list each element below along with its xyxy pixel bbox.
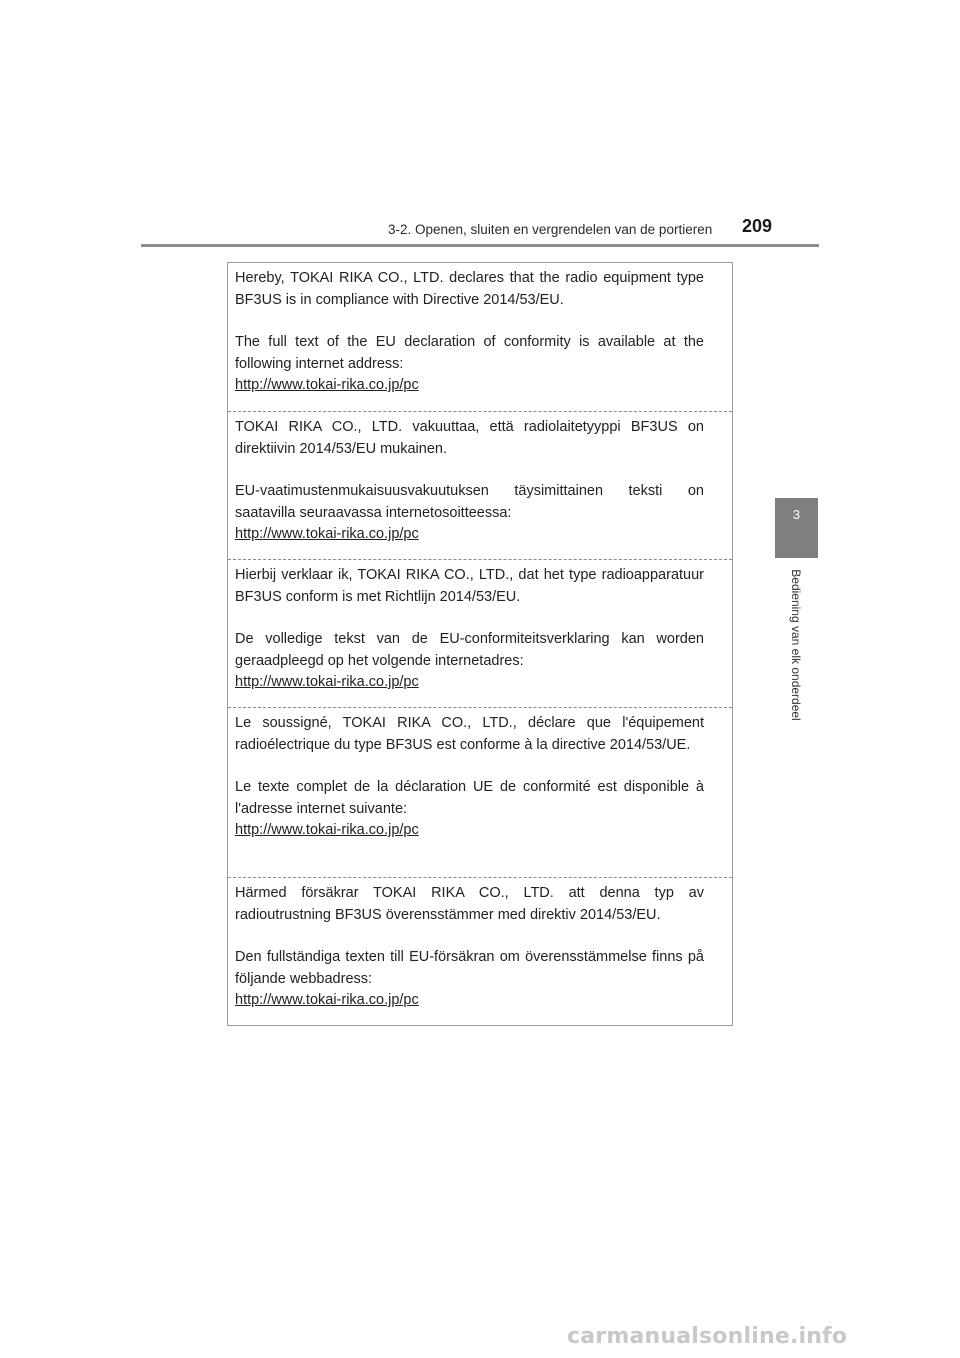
declaration-text: Hereby, TOKAI RIKA CO., LTD. declares that the radio equipment type BF3US is in compliance with Directive 2014/53/EU. [235, 270, 704, 308]
chapter-tab [775, 498, 818, 558]
declaration-availability-text: EU-vaatimustenmukaisuusvakuutuksen täysimittainen teksti on saatavilla seuraavassa internetosoitteessa: [235, 483, 704, 521]
declaration-url-link[interactable]: http://www.tokai-rika.co.jp/pc [235, 822, 419, 838]
declaration-text: TOKAI RIKA CO., LTD. vakuuttaa, että radiolaitetyyppi BF3US on direktiivin 2014/53/EU mukainen. [235, 419, 704, 457]
chapter-side-label: Bediening van elk onderdeel [789, 569, 803, 721]
declaration-text: Härmed försäkrar TOKAI RIKA CO., LTD. att denna typ av radioutrustning BF3US överensstämmer med direktiv 2014/53/EU. [235, 885, 704, 923]
declaration-text: Hierbij verklaar ik, TOKAI RIKA CO., LTD., dat het type radioapparatuur BF3US conform is met Richtlijn 2014/53/EU. [235, 567, 704, 605]
declaration-block-dutch [228, 560, 732, 694]
declaration-availability-text: De volledige tekst van de EU-conformiteitsverklaring kan worden geraadpleegd op het volgende internetadres: [235, 631, 704, 669]
declaration-url-link[interactable]: http://www.tokai-rika.co.jp/pc [235, 674, 419, 690]
declaration-block-swedish [228, 878, 732, 1012]
declaration-box [227, 262, 733, 1026]
section-title: 3-2. Openen, sluiten en vergrendelen van de portieren [388, 222, 713, 237]
site-watermark: carmanualsonline.info [567, 1324, 848, 1349]
declaration-availability-text: The full text of the EU declaration of conformity is available at the following internet address: [235, 334, 704, 372]
declaration-block-french [228, 708, 732, 842]
page-number: 209 [742, 216, 773, 236]
declaration-availability-text: Den fullständiga texten till EU-försäkran om överensstämmelse finns på följande webbadress: [235, 949, 704, 987]
declaration-block-english [228, 263, 732, 397]
declaration-availability-text: Le texte complet de la déclaration UE de conformité est disponible à l'adresse internet suivante: [235, 779, 704, 817]
declaration-url-link[interactable]: http://www.tokai-rika.co.jp/pc [235, 992, 419, 1008]
header-divider [141, 244, 819, 247]
declaration-url-link[interactable]: http://www.tokai-rika.co.jp/pc [235, 526, 419, 542]
chapter-number: 3 [792, 507, 801, 522]
declaration-text: Le soussigné, TOKAI RIKA CO., LTD., déclare que l'équipement radioélectrique du type BF3US est conforme à la directive 2014/53/UE. [235, 715, 704, 753]
declaration-url-link[interactable]: http://www.tokai-rika.co.jp/pc [235, 377, 419, 393]
declaration-block-finnish [228, 412, 732, 546]
